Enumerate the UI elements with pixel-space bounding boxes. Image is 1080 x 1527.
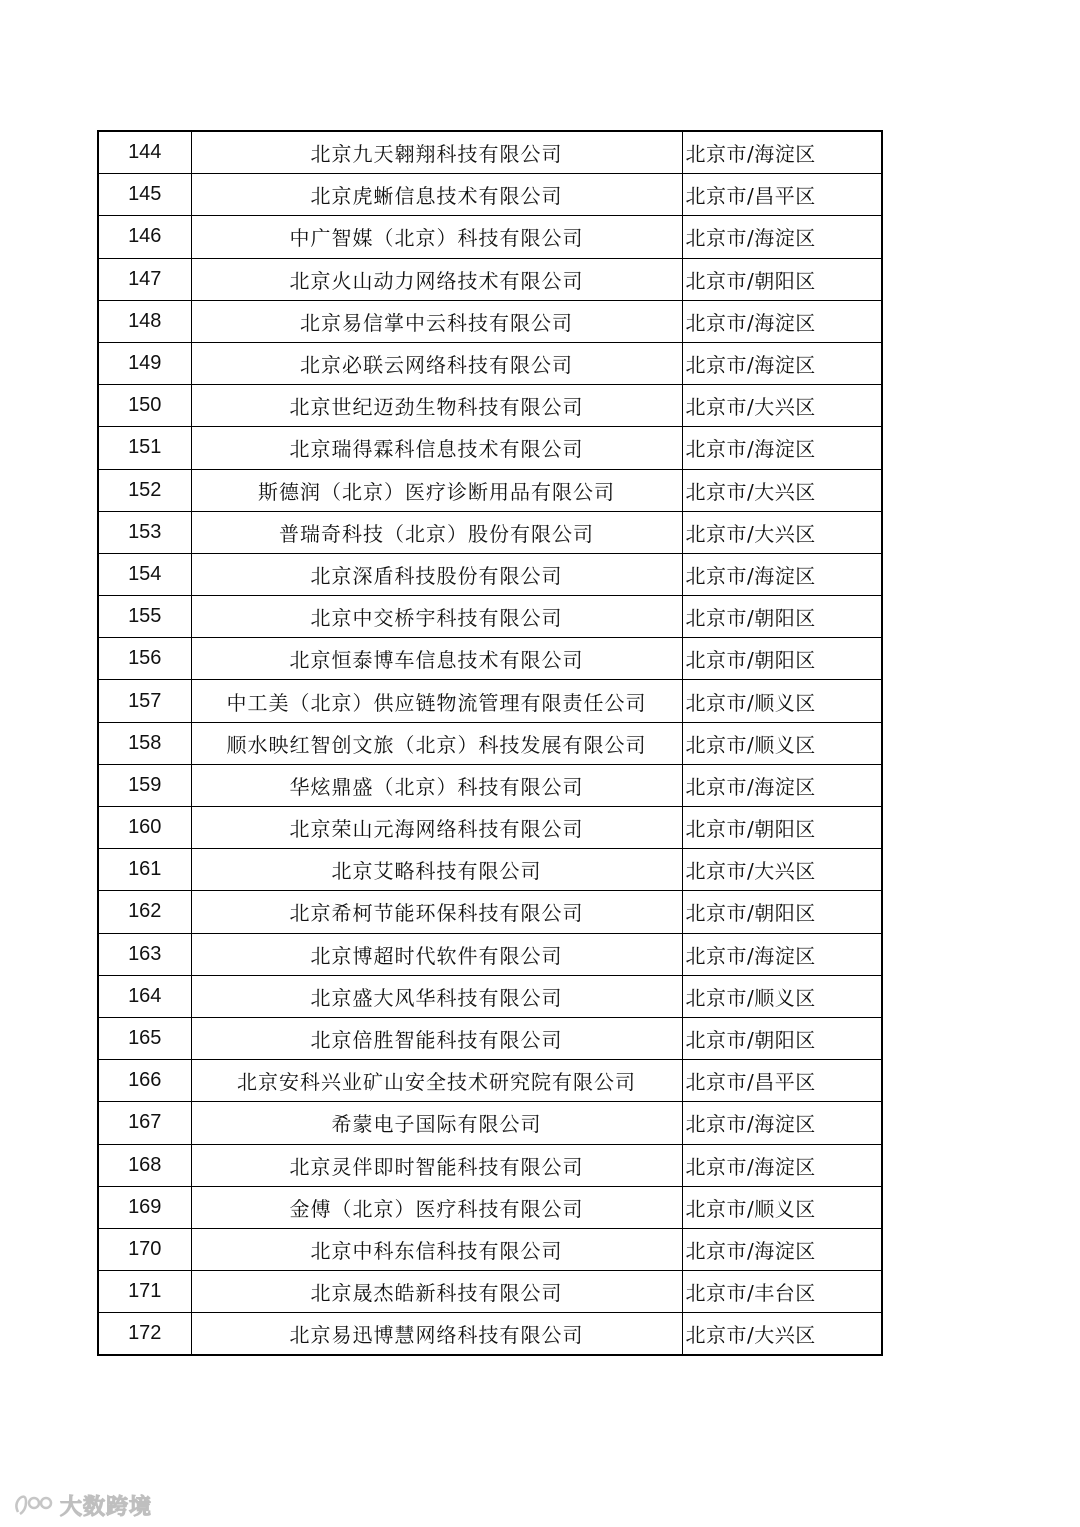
company-location: 北京市/海淀区: [682, 1144, 882, 1186]
table-row: [98, 1144, 882, 1186]
company-name: 斯德润（北京）医疗诊断用品有限公司: [191, 469, 682, 511]
table-row: [98, 131, 882, 174]
company-location: 北京市/海淀区: [682, 1102, 882, 1144]
row-number: 146: [98, 216, 191, 258]
table-row: [98, 975, 882, 1017]
table-row: [98, 638, 882, 680]
company-name: 北京瑞得霖科信息技术有限公司: [191, 427, 682, 469]
table-row: [98, 1313, 882, 1356]
row-number: 164: [98, 975, 191, 1017]
table-row: [98, 891, 882, 933]
row-number: 160: [98, 807, 191, 849]
table-row: [98, 511, 882, 553]
company-name: 普瑞奇科技（北京）股份有限公司: [191, 511, 682, 553]
company-location: 北京市/大兴区: [682, 385, 882, 427]
table-row: [98, 596, 882, 638]
company-location: 北京市/丰台区: [682, 1271, 882, 1313]
company-name: 北京希柯节能环保科技有限公司: [191, 891, 682, 933]
row-number: 153: [98, 511, 191, 553]
company-location: 北京市/大兴区: [682, 511, 882, 553]
table-row: [98, 1060, 882, 1102]
company-name: 北京易迅博慧网络科技有限公司: [191, 1313, 682, 1356]
company-location: 北京市/大兴区: [682, 469, 882, 511]
company-location: 北京市/朝阳区: [682, 258, 882, 300]
table-row: [98, 174, 882, 216]
row-number: 159: [98, 764, 191, 806]
company-name: 北京易信掌中云科技有限公司: [191, 300, 682, 342]
row-number: 167: [98, 1102, 191, 1144]
company-name: 北京虎蜥信息技术有限公司: [191, 174, 682, 216]
company-location: 北京市/朝阳区: [682, 596, 882, 638]
row-number: 145: [98, 174, 191, 216]
row-number: 147: [98, 258, 191, 300]
company-name: 北京荣山元海网络科技有限公司: [191, 807, 682, 849]
company-location: 北京市/大兴区: [682, 849, 882, 891]
table-row: [98, 258, 882, 300]
table-row: [98, 1017, 882, 1059]
company-name: 北京恒泰博车信息技术有限公司: [191, 638, 682, 680]
company-location: 北京市/海淀区: [682, 342, 882, 384]
row-number: 155: [98, 596, 191, 638]
row-number: 170: [98, 1228, 191, 1270]
company-name: 北京深盾科技股份有限公司: [191, 553, 682, 595]
row-number: 172: [98, 1313, 191, 1356]
company-list-body: [98, 131, 882, 1355]
company-location: 北京市/海淀区: [682, 1228, 882, 1270]
table-row: [98, 216, 882, 258]
row-number: 157: [98, 680, 191, 722]
table-row: [98, 722, 882, 764]
company-name: 北京中交桥宇科技有限公司: [191, 596, 682, 638]
table-row: [98, 1228, 882, 1270]
row-number: 151: [98, 427, 191, 469]
row-number: 161: [98, 849, 191, 891]
company-location: 北京市/海淀区: [682, 764, 882, 806]
company-name: 北京灵伴即时智能科技有限公司: [191, 1144, 682, 1186]
row-number: 154: [98, 553, 191, 595]
table-row: [98, 342, 882, 384]
table-row: [98, 469, 882, 511]
row-number: 171: [98, 1271, 191, 1313]
watermark: [12, 1488, 152, 1522]
row-number: 165: [98, 1017, 191, 1059]
company-location: 北京市/朝阳区: [682, 1017, 882, 1059]
company-location: 北京市/海淀区: [682, 131, 882, 174]
company-name: 中广智媒（北京）科技有限公司: [191, 216, 682, 258]
company-location: 北京市/朝阳区: [682, 638, 882, 680]
table-row: [98, 849, 882, 891]
company-location: 北京市/顺义区: [682, 722, 882, 764]
company-location: 北京市/海淀区: [682, 427, 882, 469]
company-location: 北京市/顺义区: [682, 1186, 882, 1228]
row-number: 163: [98, 933, 191, 975]
row-number: 169: [98, 1186, 191, 1228]
company-name: 北京博超时代软件有限公司: [191, 933, 682, 975]
table-row: [98, 553, 882, 595]
row-number: 158: [98, 722, 191, 764]
company-location: 北京市/海淀区: [682, 216, 882, 258]
company-name: 顺水映红智创文旅（北京）科技发展有限公司: [191, 722, 682, 764]
row-number: 149: [98, 342, 191, 384]
company-location: 北京市/昌平区: [682, 1060, 882, 1102]
company-name: 北京倍胜智能科技有限公司: [191, 1017, 682, 1059]
company-location: 北京市/海淀区: [682, 933, 882, 975]
company-name: 北京晟杰皓新科技有限公司: [191, 1271, 682, 1313]
row-number: 168: [98, 1144, 191, 1186]
company-location: 北京市/海淀区: [682, 300, 882, 342]
company-name: 北京九天翱翔科技有限公司: [191, 131, 682, 174]
table-row: [98, 1102, 882, 1144]
company-name: 北京中科东信科技有限公司: [191, 1228, 682, 1270]
company-name: 北京火山动力网络技术有限公司: [191, 258, 682, 300]
company-name: 北京盛大风华科技有限公司: [191, 975, 682, 1017]
table-row: [98, 300, 882, 342]
company-location: 北京市/昌平区: [682, 174, 882, 216]
row-number: 156: [98, 638, 191, 680]
table-row: [98, 764, 882, 806]
company-name: 北京安科兴业矿山安全技术研究院有限公司: [191, 1060, 682, 1102]
company-list-table: [97, 130, 883, 1356]
row-number: 148: [98, 300, 191, 342]
row-number: 166: [98, 1060, 191, 1102]
logo-icon: [12, 1490, 56, 1520]
row-number: 162: [98, 891, 191, 933]
table-row: [98, 1271, 882, 1313]
company-name: 北京艾略科技有限公司: [191, 849, 682, 891]
company-name: 中工美（北京）供应链物流管理有限责任公司: [191, 680, 682, 722]
row-number: 152: [98, 469, 191, 511]
table-row: [98, 427, 882, 469]
company-location: 北京市/顺义区: [682, 680, 882, 722]
table-row: [98, 933, 882, 975]
company-location: 北京市/顺义区: [682, 975, 882, 1017]
company-location: 北京市/朝阳区: [682, 807, 882, 849]
row-number: 144: [98, 131, 191, 174]
company-name: 希蒙电子国际有限公司: [191, 1102, 682, 1144]
company-name: 金傅（北京）医疗科技有限公司: [191, 1186, 682, 1228]
table-row: [98, 680, 882, 722]
company-name: 北京世纪迈劲生物科技有限公司: [191, 385, 682, 427]
company-location: 北京市/大兴区: [682, 1313, 882, 1356]
watermark-text: 大数跨境: [60, 1494, 153, 1520]
company-location: 北京市/朝阳区: [682, 891, 882, 933]
company-name: 北京必联云网络科技有限公司: [191, 342, 682, 384]
company-name: 华炫鼎盛（北京）科技有限公司: [191, 764, 682, 806]
table-row: [98, 1186, 882, 1228]
row-number: 150: [98, 385, 191, 427]
table-row: [98, 807, 882, 849]
company-location: 北京市/海淀区: [682, 553, 882, 595]
table-row: [98, 385, 882, 427]
